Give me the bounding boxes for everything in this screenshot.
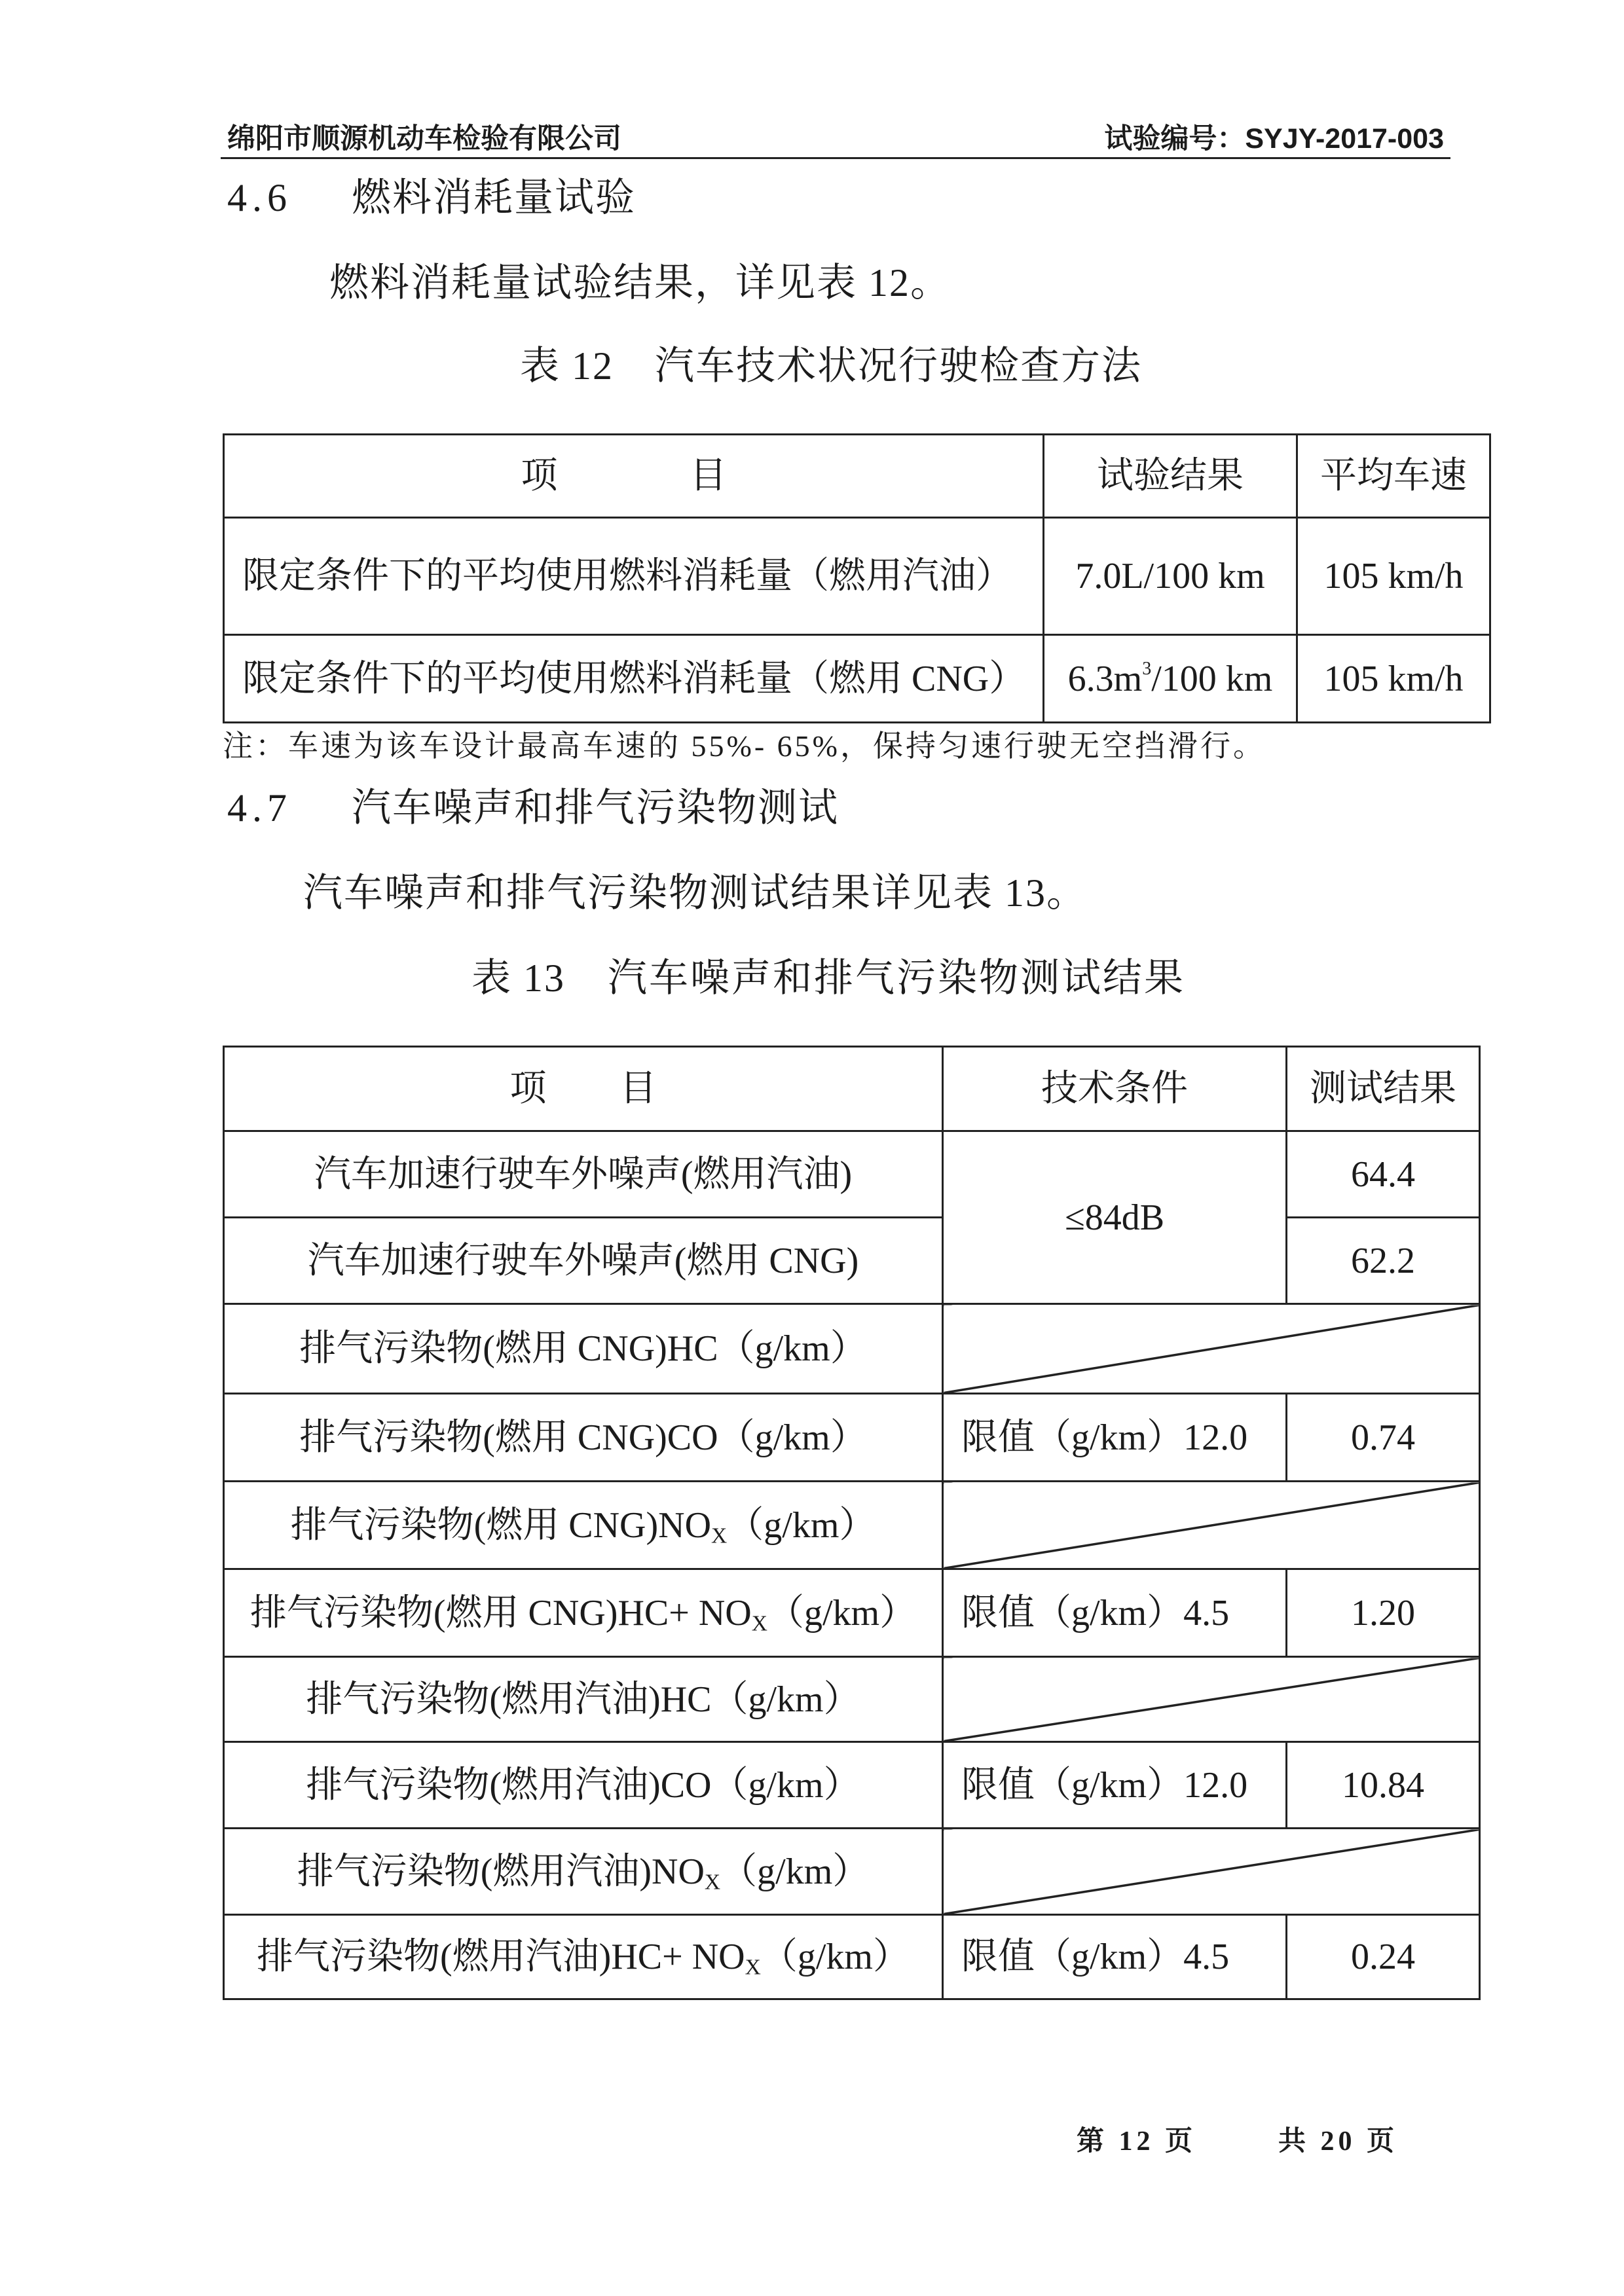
cell-item bbox=[224, 1742, 943, 1829]
table-12 bbox=[223, 433, 1491, 723]
cell-result bbox=[1287, 1394, 1480, 1482]
result-unit: /100 km bbox=[1151, 658, 1273, 699]
page-number: 第 12 页 bbox=[1077, 2126, 1197, 2157]
cell-item bbox=[224, 1394, 943, 1482]
header-cell-condition bbox=[943, 1047, 1287, 1131]
item-text: 排气污染物(燃用 CNG)NO bbox=[290, 1504, 712, 1546]
item-text: 排气污染物(燃用 CNG)HC（g/km） bbox=[299, 1328, 867, 1369]
item-text: 排气污染物(燃用汽油)CO（g/km） bbox=[306, 1764, 860, 1806]
result-value: 1.20 bbox=[1351, 1592, 1415, 1633]
cell-result bbox=[1044, 518, 1297, 635]
diagonal-slash-cell bbox=[943, 1829, 1480, 1915]
section-title-4-6: 燃料消耗量试验 bbox=[352, 176, 636, 219]
condition-text: 限值（g/km）12.0 bbox=[961, 1417, 1248, 1458]
item-text: 排气污染物(燃用汽油)HC+ NO bbox=[257, 1937, 745, 1977]
table-header-row bbox=[224, 1047, 1480, 1131]
cell-item bbox=[224, 1569, 943, 1657]
cell-speed bbox=[1297, 518, 1490, 635]
cell-condition bbox=[943, 1915, 1287, 1999]
table-row bbox=[224, 1218, 1480, 1304]
header-cell-result bbox=[1044, 435, 1297, 518]
table-13-title: 汽车噪声和排气污染物测试结果 bbox=[608, 957, 1185, 1000]
header-label: 项 目 bbox=[509, 1068, 657, 1109]
result-value: 6.3m bbox=[1067, 658, 1143, 699]
table-row bbox=[224, 1131, 1480, 1218]
header-label: 试验结果 bbox=[1097, 456, 1244, 496]
diagonal-slash-cell bbox=[943, 1482, 1480, 1569]
header-label: 测试结果 bbox=[1310, 1068, 1456, 1109]
result-value: 0.74 bbox=[1351, 1417, 1415, 1458]
table-12-note: 注：车速为该车设计最高车速的 55%- 65%，保持匀速行驶无空挡滑行。 bbox=[223, 729, 1266, 763]
diagonal-slash-cell bbox=[943, 1657, 1480, 1742]
table-row bbox=[224, 1394, 1480, 1482]
subscript: X bbox=[751, 1611, 767, 1635]
cell-item bbox=[224, 1657, 943, 1742]
header-label: 项 目 bbox=[521, 456, 747, 496]
cell-speed bbox=[1297, 635, 1490, 723]
table-row bbox=[224, 1742, 1480, 1829]
header-label: 技术条件 bbox=[1041, 1068, 1188, 1109]
company-name: 绵阳市顺源机动车检验有限公司 bbox=[227, 123, 621, 155]
header-cell-item bbox=[224, 1047, 943, 1131]
result-value: 62.2 bbox=[1351, 1240, 1415, 1281]
header-cell-result bbox=[1287, 1047, 1480, 1131]
item-unit: （g/km） bbox=[760, 1937, 910, 1977]
item-text: 排气污染物(燃用 CNG)CO（g/km） bbox=[299, 1417, 867, 1458]
section-number-4-7: 4.7 bbox=[227, 786, 292, 829]
condition-text: 限值（g/km）4.5 bbox=[961, 1592, 1230, 1633]
item-unit: （g/km） bbox=[767, 1592, 917, 1633]
cell-condition bbox=[943, 1569, 1287, 1657]
diagonal-slash-cell bbox=[943, 1304, 1480, 1394]
cell-result bbox=[1287, 1218, 1480, 1304]
table-row bbox=[224, 1482, 1480, 1569]
table-12-label: 表 12 bbox=[520, 344, 614, 388]
cell-condition bbox=[943, 1394, 1287, 1482]
table-12-title: 汽车技术状况行驶检查方法 bbox=[655, 344, 1142, 388]
table-row bbox=[224, 1657, 1480, 1742]
item-text: 限定条件下的平均使用燃料消耗量（燃用 CNG） bbox=[242, 658, 1026, 699]
cell-item bbox=[224, 635, 1044, 723]
cell-item bbox=[224, 1304, 943, 1394]
result-value: 10.84 bbox=[1342, 1764, 1424, 1806]
item-text: 汽车加速行驶车外噪声(燃用 CNG) bbox=[307, 1240, 859, 1281]
cell-item bbox=[224, 1131, 943, 1218]
cell-item bbox=[224, 1915, 943, 1999]
subscript: X bbox=[745, 1955, 761, 1980]
cell-item bbox=[224, 1829, 943, 1915]
table-row bbox=[224, 1569, 1480, 1657]
cell-item bbox=[224, 1482, 943, 1569]
item-text: 汽车加速行驶车外噪声(燃用汽油) bbox=[314, 1154, 853, 1195]
condition-text: 限值（g/km）12.0 bbox=[961, 1764, 1248, 1806]
table-13-label: 表 13 bbox=[471, 957, 565, 1000]
item-unit: （g/km） bbox=[720, 1851, 870, 1892]
condition-text: 限值（g/km）4.5 bbox=[961, 1937, 1230, 1977]
section-number-4-6: 4.6 bbox=[227, 176, 292, 219]
item-text: 排气污染物(燃用汽油)NO bbox=[297, 1851, 705, 1892]
item-unit: （g/km） bbox=[727, 1504, 876, 1546]
result-value: 0.24 bbox=[1351, 1937, 1415, 1977]
table-row bbox=[224, 635, 1490, 723]
cell-result bbox=[1044, 635, 1297, 723]
superscript: 3 bbox=[1142, 658, 1152, 679]
speed-value: 105 km/h bbox=[1323, 556, 1464, 596]
header-cell-speed bbox=[1297, 435, 1490, 518]
result-value: 7.0L/100 km bbox=[1075, 556, 1265, 596]
table-row bbox=[224, 518, 1490, 635]
table-row bbox=[224, 1829, 1480, 1915]
table-header-row bbox=[224, 435, 1490, 518]
cell-item bbox=[224, 1218, 943, 1304]
cell-item bbox=[224, 518, 1044, 635]
item-text: 排气污染物(燃用汽油)HC（g/km） bbox=[306, 1679, 860, 1720]
condition-text: ≤84dB bbox=[1064, 1197, 1165, 1238]
speed-value: 105 km/h bbox=[1323, 658, 1464, 699]
header-label: 平均车速 bbox=[1320, 456, 1467, 496]
cell-condition-merged bbox=[943, 1131, 1287, 1304]
cell-condition bbox=[943, 1742, 1287, 1829]
item-text: 排气污染物(燃用 CNG)HC+ NO bbox=[249, 1592, 752, 1633]
table-row bbox=[224, 1304, 1480, 1394]
page-total: 共 20 页 bbox=[1278, 2126, 1399, 2157]
cell-result bbox=[1287, 1915, 1480, 1999]
header-rule bbox=[221, 157, 1450, 159]
table-row bbox=[224, 1915, 1480, 1999]
cell-result bbox=[1287, 1131, 1480, 1218]
table-13 bbox=[223, 1046, 1481, 2000]
section-intro-4-6: 燃料消耗量试验结果，详见表 12。 bbox=[329, 261, 951, 304]
item-text: 限定条件下的平均使用燃料消耗量（燃用汽油） bbox=[242, 556, 1012, 596]
cell-result bbox=[1287, 1569, 1480, 1657]
result-value: 64.4 bbox=[1351, 1154, 1415, 1195]
header-cell-item bbox=[224, 435, 1044, 518]
subscript: X bbox=[711, 1523, 728, 1548]
report-number: 试验编号：SYJY-2017-003 bbox=[1104, 123, 1444, 155]
section-intro-4-7: 汽车噪声和排气污染物测试结果详见表 13。 bbox=[303, 871, 1087, 915]
cell-result bbox=[1287, 1742, 1480, 1829]
section-title-4-7: 汽车噪声和排气污染物测试 bbox=[352, 786, 839, 829]
subscript: X bbox=[704, 1869, 721, 1894]
